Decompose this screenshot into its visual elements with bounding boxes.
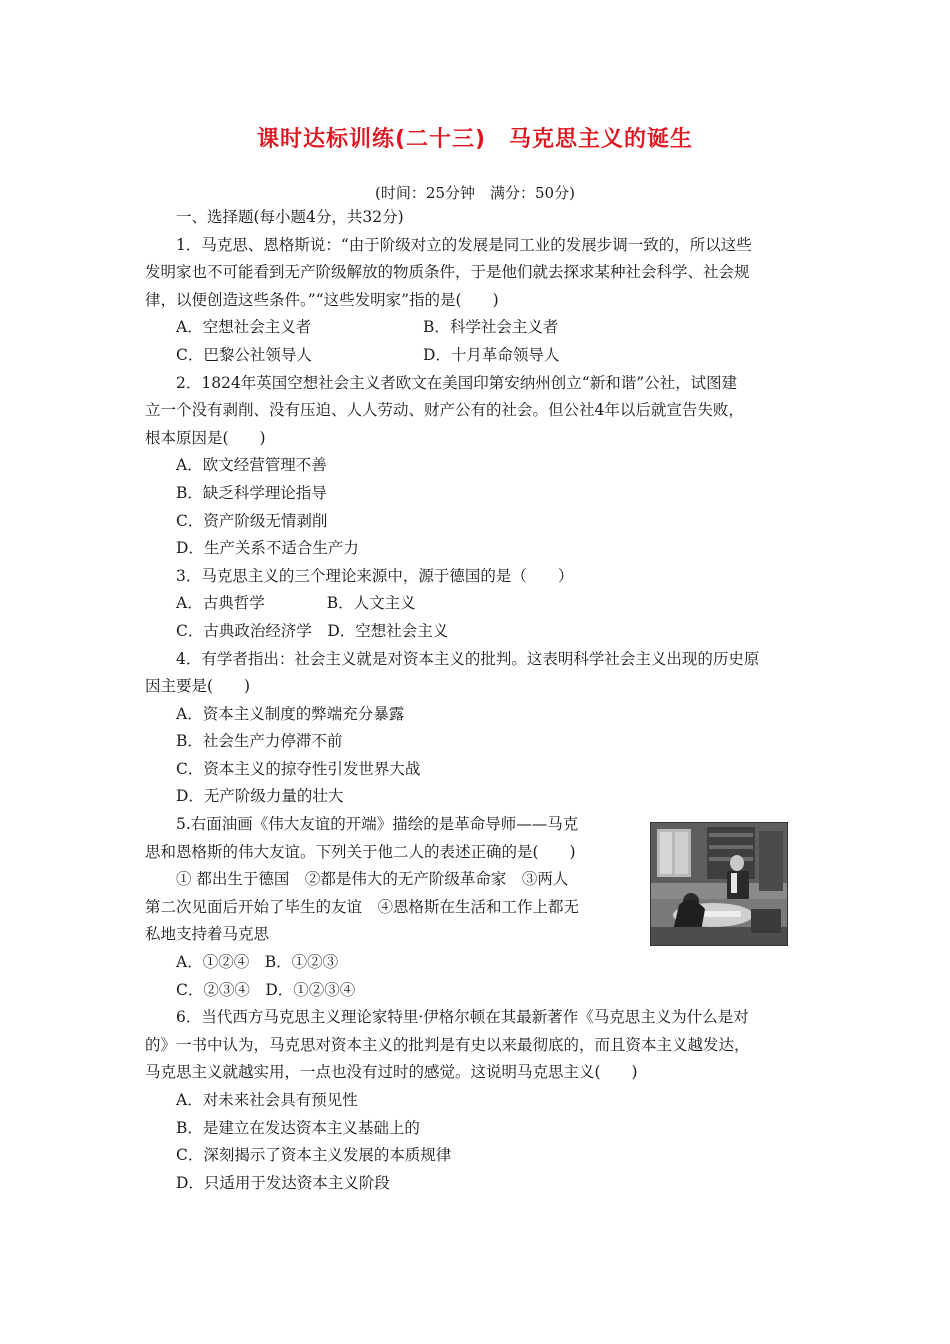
q3-options-row-2[interactable]: C．古典政治经济学 D．空想社会主义 <box>176 621 449 640</box>
q3-text-line: 3．马克思主义的三个理论来源中，源于德国的是（ ） <box>176 566 574 585</box>
section-heading: 一、选择题(每小题4分，共32分) <box>176 208 404 226</box>
q1-text-line: 发明家也不可能看到无产阶级解放的物质条件，于是他们就去探求某种社会科学、社会规 <box>145 263 750 282</box>
q5-text-line: ① 都出生于德国 ②都是伟大的无产阶级革命家 ③两人 <box>176 870 569 889</box>
painting-image <box>650 822 788 946</box>
q6-text-line: 马克思主义就越实用，一点也没有过时的感觉。这说明马克思主义( ) <box>145 1063 638 1082</box>
q5-text-line: 私地支持着马克思 <box>145 925 270 944</box>
q1-option-d[interactable]: D．十月革命领导人 <box>423 345 560 364</box>
q5-text-line: 5.右面油画《伟大友谊的开端》描绘的是革命导师——马克 <box>176 815 579 834</box>
time-score-info: (时间：25分钟 满分：50分) <box>375 184 575 202</box>
q4-text-line: 因主要是( ) <box>145 677 251 696</box>
q1-text-line: 1．马克思、恩格斯说：“由于阶级对立的发展是同工业的发展步调一致的，所以这些 <box>176 235 752 254</box>
q2-option-d[interactable]: D．生产关系不适合生产力 <box>176 539 359 558</box>
question-list <box>145 204 810 1197</box>
q6-option-c[interactable]: C．深刻揭示了资本主义发展的本质规律 <box>176 1146 452 1165</box>
q6-option-a[interactable]: A．对未来社会具有预见性 <box>176 1091 358 1109</box>
q4-option-b[interactable]: B．社会生产力停滞不前 <box>176 732 343 751</box>
q1-option-c[interactable]: C．巴黎公社领导人 <box>176 345 312 364</box>
q4-option-c[interactable]: C．资本主义的掠夺性引发世界大战 <box>176 759 421 778</box>
q5-options-row-1[interactable]: A．①②④ B．①②③ <box>176 953 339 972</box>
q1-options-row <box>145 314 810 342</box>
q2-option-c[interactable]: C．资产阶级无情剥削 <box>176 511 328 530</box>
painting-illustration <box>651 823 787 945</box>
q4-option-d[interactable]: D．无产阶级力量的壮大 <box>176 787 344 806</box>
q6-text-line: 6．当代西方马克思主义理论家特里·伊格尔顿在其最新著作《马克思主义为什么是对 <box>176 1008 749 1027</box>
q2-option-b[interactable]: B．缺乏科学理论指导 <box>176 483 327 502</box>
q1-options-row <box>145 342 810 370</box>
q4-option-a[interactable]: A．资本主义制度的弊端充分暴露 <box>176 704 405 723</box>
page-title: 课时达标训练(二十三) 马克思主义的诞生 <box>256 127 694 152</box>
q2-text-line: 根本原因是( ) <box>145 428 266 447</box>
q6-option-d[interactable]: D．只适用于发达资本主义阶段 <box>176 1173 390 1192</box>
q2-option-a[interactable]: A．欧文经营管理不善 <box>176 456 327 475</box>
q3-options-row-1[interactable]: A．古典哲学 B．人文主义 <box>176 594 416 613</box>
q5-options-row-2[interactable]: C．②③④ D．①②③④ <box>176 980 356 999</box>
q2-text-line: 2．1824年英国空想社会主义者欧文在美国印第安纳州创立“新和谐”公社，试图建 <box>176 373 738 392</box>
q4-text-line: 4．有学者指出：社会主义就是对资本主义的批判。这表明科学社会主义出现的历史原 <box>176 649 760 668</box>
q6-option-b[interactable]: B．是建立在发达资本主义基础上的 <box>176 1118 420 1137</box>
q5-text-line: 第二次见面后开始了毕生的友谊 ④恩格斯在生活和工作上都无 <box>145 897 580 916</box>
q6-text-line: 的》一书中认为，马克思对资本主义的批判是有史以来最彻底的，而且资本主义越发达， <box>145 1035 750 1054</box>
q1-text-line: 律，以便创造这些条件。”“这些发明家”指的是( ) <box>145 290 499 309</box>
q1-option-a[interactable]: A．空想社会主义者 <box>176 318 312 337</box>
q5-text-line: 思和恩格斯的伟大友谊。下列关于他二人的表述正确的是( ) <box>145 842 576 861</box>
q1-option-b[interactable]: B．科学社会主义者 <box>423 318 559 337</box>
q2-text-line: 立一个没有剥削、没有压迫、人人劳动、财产公有的社会。但公社4年以后就宣告失败， <box>145 401 744 420</box>
